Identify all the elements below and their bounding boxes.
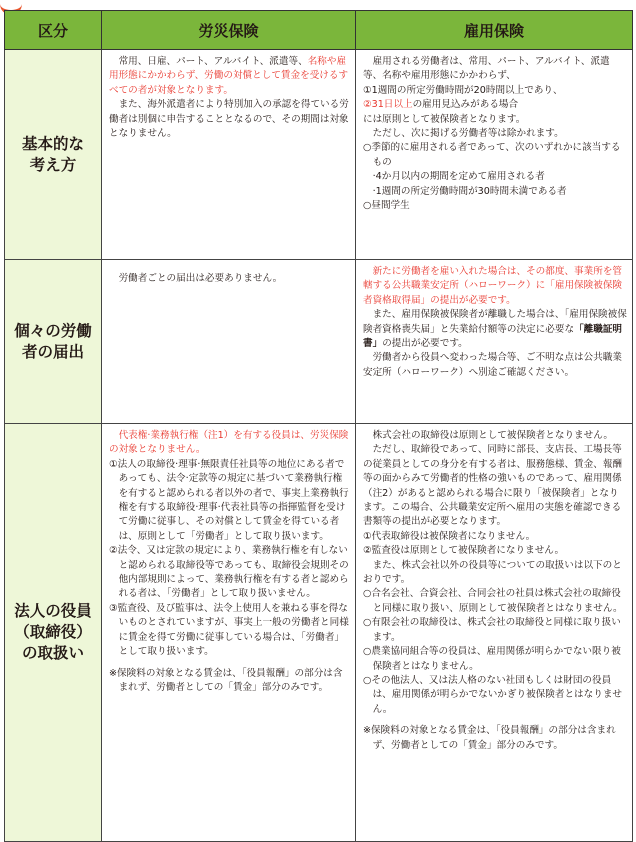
text: また、雇用保険被保険者が離職した場合は、「雇用保険被保険者資格喪失届」と失業給付額等の決定に必要な [363,309,627,335]
header-category: 区分 [5,11,102,50]
text: ○昼間学生 [363,200,410,212]
cell-officers-koyo [356,424,633,842]
text: ただし、取締役であって、同時に部長、支店長、工場長等の従業員としての身分を有する者は、服務態様、賃金、報酬等の面からみて労働者的性格の強いものであって、雇用関係（注2）があると認められる場合に限り「被保険者」となります。この場合、公共職業安定所へ雇用の実態を確認できる書類等の提出が必要となります。 [363,444,623,528]
row-label-basic [5,50,102,260]
text: また、海外派遣者により特別加入の承認を得ている労働者は別個に申告することとなるので、その期間は対象となりません。 [109,99,349,140]
text: ·1週間の所定労働時間が30時間未満である者 [372,185,567,197]
cell-notification-koyo [356,260,633,424]
list-item: ○合名会社、合資会社、合同会社の社員は株式会社の取締役と同様に取り扱い、原則として被保険者とはなりません。 [363,588,623,614]
label-line: 個々の労働 [14,321,92,340]
text: ·4か月以内の期間を定めて雇用される者 [372,171,545,183]
label-line: （取締役） [14,623,92,641]
list-item: ○有限会社の取締役は、株式会社の取締役と同様に取り扱います。 [363,617,621,643]
list-item: ②監査役は原則として被保険者になりません。 [363,545,565,557]
label-line: 法人の役員 [14,602,92,620]
text: また、株式会社以外の役員等についての取扱いは以下のとおりです。 [363,559,622,586]
label-line: 者の届出 [21,342,84,361]
text: ただし、次に掲げる労働者等は除かれます。 [372,128,564,140]
text-bold: 「離職証明書」 [363,323,623,350]
list-item: ③監査役、及び監事は、法令上使用人を兼ねる事を得ないものとされていますが、事実上一般の労働者と同様に賃金を得て労働に従事している場合は、「労働者」として取り扱います。 [109,602,349,658]
text: ①1週間の所定労働時間が20時間以上であり、 [363,84,563,96]
table-header-row [5,11,633,50]
row-label-officers [5,424,102,842]
cell-basic-rosai [102,50,356,260]
text: 株式会社の取締役は原則として被保険者となりません。 [372,430,614,441]
text-emphasis: 新たに労働者を雇い入れた場合は、その都度、事業所を管轄する公共職業安定所（ハローワーク）に「雇用保険被保険者資格取得届」の提出が必要です。 [363,266,623,306]
insurance-comparison-table [4,10,633,842]
table-row-officers [5,424,633,842]
label-line: の取扱い [21,644,84,662]
label-line: 基本的な [21,134,84,153]
table-row-notification [5,260,633,424]
text-emphasis: 名称や雇用形態にかかわらず、労働の対償として賃金を受けるすべての者が対象となります。 [109,56,349,96]
text: の提出が必要です。 [382,338,468,350]
text: には原則として被保険者となります。 [363,113,526,125]
header-koyo: 雇用保険 [356,11,633,50]
list-item: ○農業協同組合等の役員は、雇用関係が明らかでない限り被保険者とはなりません。 [363,646,621,672]
text: ○季節的に雇用される者であって、次のいずれかに該当するもの [363,142,621,168]
label-line: 考え方 [29,155,77,174]
row-label-notification [5,260,102,424]
text-emphasis: ②31日以上 [363,99,413,111]
text: 労働者から役員へ変わった場合等、ご不明な点は公共職業安定所（ハローワーク）へ別途ご確認ください。 [363,352,622,378]
text: 雇用される労働者は、常用、パート、アルバイト、派遣等、名称や雇用形態にかかわらず、 [363,56,610,82]
note: ※保険料の対象となる賃金は、「役員報酬」の部分は含まれず、労働者としての「賃金」部分のみです。 [363,725,616,751]
list-item: ②法令、又は定款の規定により、業務執行権を有しないと認められる取締役等であっても、取締役会規則その他内部規則によって、業務執行権を有する者と認められる者は、「労働者」として取り扱いません。 [109,545,349,600]
header-rosai: 労災保険 [102,11,356,50]
table-row-basic [5,50,633,260]
text: 労働者ごとの届出は必要ありません。 [118,273,283,284]
list-item: ①代表取締役は被保険者になりません。 [363,530,536,542]
list-item: ○その他法人、又は法人格のない社団もしくは財団の役員は、雇用関係が明らかでないかぎり被保険者とはなりません。 [363,674,623,715]
text: の雇用見込みがある場合 [412,99,519,111]
cell-basic-koyo [356,50,633,260]
list-item: ①法人の取締役·理事·無限責任社員等の地位にある者であっても、法令·定款等の規定に基づいて業務執行権を有すると認められる者以外の者で、事実上業務執行権を有する取締役·理事·代表社員等の指揮監督を受けて労働に従事し、その対償として賃金を得ている者は、原則として「労働者」として取り扱います。 [109,458,349,542]
text-emphasis: 代表権·業務執行権（注1）を有する役員は、労災保険の対象となりません。 [109,430,349,456]
cell-officers-rosai [102,424,356,842]
cell-notification-rosai [102,260,356,424]
note: ※保険料の対象となる賃金は、「役員報酬」の部分は含まれず、労働者としての「賃金」部分のみです。 [109,667,343,693]
text: 常用、日雇、パート、アルバイト、派遣等、 [118,56,308,67]
